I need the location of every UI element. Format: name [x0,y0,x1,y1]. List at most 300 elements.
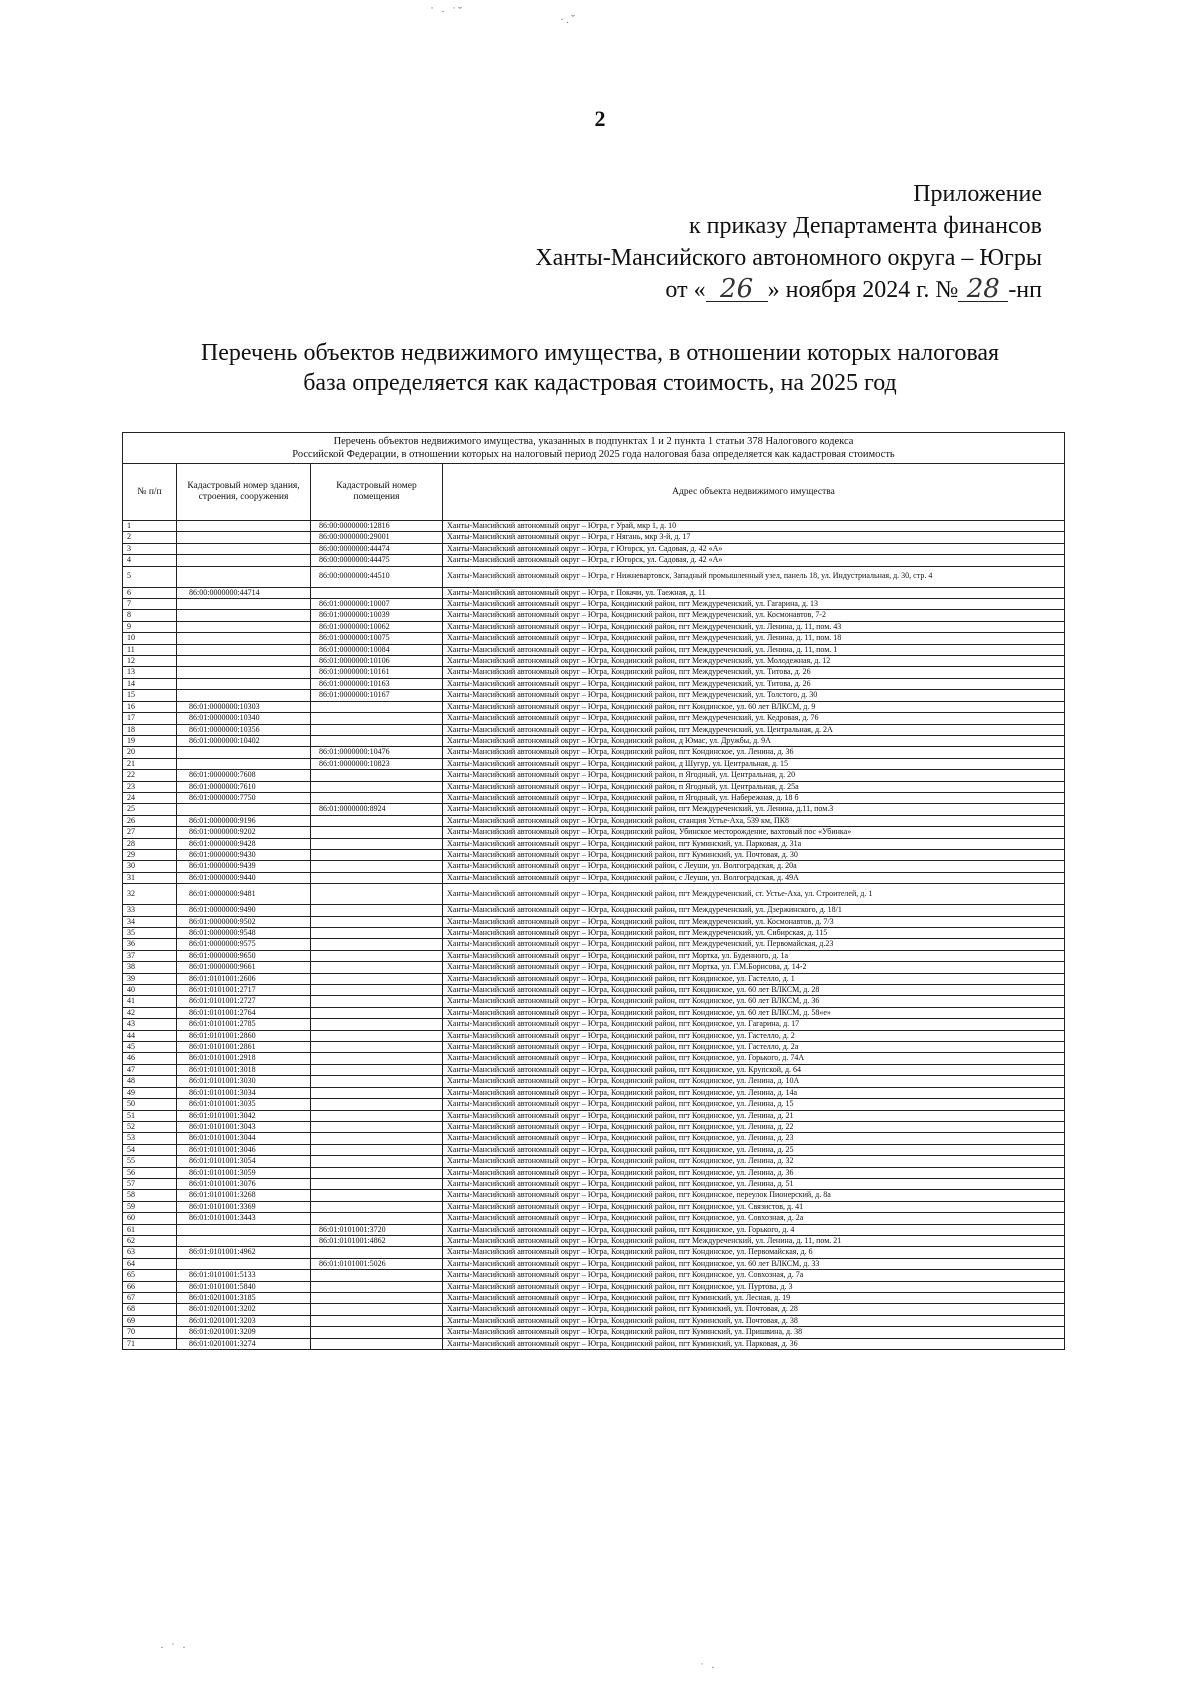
building-cadastral-number: 86:01:0201001:3209 [177,1327,311,1338]
row-number: 53 [123,1133,177,1144]
table-row [123,1019,1065,1030]
table-row [123,1327,1065,1338]
table-header-row [123,464,1065,521]
building-cadastral-number [177,599,311,610]
building-cadastral-number: 86:01:0101001:3076 [177,1178,311,1189]
page-number: 2 [594,106,606,131]
table-row [123,713,1065,724]
property-address: Ханты-Мансийский автономный округ – Югра, Кондинский район, пгт Куминский, ул. Почтовая, д. 38 [443,1315,1065,1326]
building-cadastral-number: 86:01:0101001:3044 [177,1133,311,1144]
table-row [123,916,1065,927]
property-address: Ханты-Мансийский автономный округ – Югра, Кондинский район, пгт Кондинское, ул. Ленина, д. 23 [443,1133,1065,1144]
row-number: 36 [123,939,177,950]
table-row [123,1042,1065,1053]
row-number: 29 [123,849,177,860]
table-row [123,724,1065,735]
building-cadastral-number: 86:01:0201001:3185 [177,1293,311,1304]
property-address: Ханты-Мансийский автономный округ – Югра, Кондинский район, пгт Междуреченский, ул. Центральная, д. 2А [443,724,1065,735]
room-cadastral-number [311,1087,443,1098]
row-number: 43 [123,1019,177,1030]
table-row [123,1304,1065,1315]
row-number: 54 [123,1144,177,1155]
property-address: Ханты-Мансийский автономный округ – Югра, Кондинский район, пгт Кондинское, ул. Совхозная, д. 2а [443,1213,1065,1224]
building-cadastral-number: 86:01:0101001:2785 [177,1019,311,1030]
room-cadastral-number [311,872,443,883]
building-cadastral-number [177,566,311,587]
property-address: Ханты-Мансийский автономный округ – Югра, Кондинский район, пгт Междуреченский, ул. Толстого, д. 30 [443,690,1065,701]
table-row [123,838,1065,849]
building-cadastral-number: 86:01:0000000:10303 [177,701,311,712]
room-cadastral-number [311,1327,443,1338]
table-row [123,1281,1065,1292]
table-row [123,621,1065,632]
property-address: Ханты-Мансийский автономный округ – Югра, Кондинский район, пгт Кондинское, ул. Горького, д. 4 [443,1224,1065,1235]
property-address: Ханты-Мансийский автономный округ – Югра, Кондинский район, пгт Кондинское, ул. Первомайская, д. 6 [443,1247,1065,1258]
row-number: 66 [123,1281,177,1292]
building-cadastral-number: 86:01:0000000:9428 [177,838,311,849]
table-caption-row [123,433,1065,464]
row-number: 47 [123,1064,177,1075]
property-address: Ханты-Мансийский автономный округ – Югра, Кондинский район, пгт Кондинское, ул. Ленина, д. 51 [443,1178,1065,1189]
row-number: 55 [123,1156,177,1167]
building-cadastral-number [177,747,311,758]
room-cadastral-number: 86:01:0000000:8924 [311,804,443,815]
building-cadastral-number: 86:01:0101001:4962 [177,1247,311,1258]
building-cadastral-number: 86:01:0201001:3203 [177,1315,311,1326]
room-cadastral-number [311,1293,443,1304]
table-row [123,1121,1065,1132]
building-cadastral-number: 86:01:0000000:9502 [177,916,311,927]
room-cadastral-number [311,985,443,996]
building-cadastral-number: 86:01:0000000:9575 [177,939,311,950]
room-cadastral-number: 86:00:0000000:44474 [311,543,443,554]
property-address: Ханты-Мансийский автономный округ – Югра, Кондинский район, пгт Мортка, ул. Г.М.Борисова, д. 14-2 [443,962,1065,973]
row-number: 38 [123,962,177,973]
room-cadastral-number: 86:00:0000000:44475 [311,555,443,566]
header-number: № п/п [123,464,177,521]
room-cadastral-number [311,1315,443,1326]
property-address: Ханты-Мансийский автономный округ – Югра, Кондинский район, пгт Кондинское, ул. Ленина, д. 22 [443,1121,1065,1132]
room-cadastral-number [311,827,443,838]
row-number: 51 [123,1110,177,1121]
appendix-region-line: Ханты-Мансийского автономного округа – Югры [535,245,1042,271]
room-cadastral-number [311,713,443,724]
row-number: 71 [123,1338,177,1349]
row-number: 32 [123,884,177,905]
property-address: Ханты-Мансийский автономный округ – Югра, Кондинский район, д Шугур, ул. Центральная, д. 15 [443,758,1065,769]
table-row [123,644,1065,655]
property-address: Ханты-Мансийский автономный округ – Югра, Кондинский район, пгт Междуреченский, ул. Дзержинского, д. 18/1 [443,905,1065,916]
table-row [123,884,1065,905]
row-number: 42 [123,1007,177,1018]
row-number: 31 [123,872,177,883]
building-cadastral-number: 86:01:0101001:3059 [177,1167,311,1178]
handwritten-day: 26 [706,277,768,302]
row-number: 1 [123,521,177,532]
room-cadastral-number [311,1338,443,1349]
row-number: 16 [123,701,177,712]
date-prefix: от « [665,277,706,303]
building-cadastral-number: 86:01:0101001:3268 [177,1190,311,1201]
row-number: 41 [123,996,177,1007]
table-row [123,610,1065,621]
row-number: 70 [123,1327,177,1338]
room-cadastral-number: 86:01:0000000:10163 [311,678,443,689]
room-cadastral-number [311,1019,443,1030]
property-address: Ханты-Мансийский автономный округ – Югра, Кондинский район, с Леуши, ул. Волгоградская, д. 20а [443,861,1065,872]
row-number: 34 [123,916,177,927]
building-cadastral-number: 86:01:0201001:3274 [177,1338,311,1349]
row-number: 8 [123,610,177,621]
row-number: 19 [123,735,177,746]
property-address: Ханты-Мансийский автономный округ – Югра, Кондинский район, пгт Междуреченский, ст. Устье-Аха, ул. Строителей, д. 1 [443,884,1065,905]
table-row [123,996,1065,1007]
property-table [122,432,1065,1350]
property-address: Ханты-Мансийский автономный округ – Югра, Кондинский район, пгт Кондинское, ул. Ленина, д. 25 [443,1144,1065,1155]
property-address: Ханты-Мансийский автономный округ – Югра, Кондинский район, пгт Междуреченский, ул. Ленина, д. 11, пом. 43 [443,621,1065,632]
row-number: 7 [123,599,177,610]
table-row [123,939,1065,950]
building-cadastral-number [177,804,311,815]
table-row [123,905,1065,916]
row-number: 27 [123,827,177,838]
room-cadastral-number [311,1076,443,1087]
building-cadastral-number: 86:01:0101001:3018 [177,1064,311,1075]
building-cadastral-number [177,1235,311,1246]
handwritten-number: 28 [958,277,1008,302]
property-address: Ханты-Мансийский автономный округ – Югра, Кондинский район, пгт Кондинское, ул. Пуртова, д. 3 [443,1281,1065,1292]
row-number: 56 [123,1167,177,1178]
building-cadastral-number: 86:01:0101001:2860 [177,1030,311,1041]
table-row [123,815,1065,826]
building-cadastral-number: 86:01:0101001:2764 [177,1007,311,1018]
room-cadastral-number [311,939,443,950]
table-row [123,1213,1065,1224]
property-address: Ханты-Мансийский автономный округ – Югра, Кондинский район, пгт Междуреченский, ул. Ленина, д. 11, пом. 21 [443,1235,1065,1246]
building-cadastral-number [177,543,311,554]
room-cadastral-number [311,973,443,984]
table-row [123,1133,1065,1144]
room-cadastral-number [311,849,443,860]
table-row [123,587,1065,598]
row-number: 62 [123,1235,177,1246]
building-cadastral-number [177,521,311,532]
table-row [123,827,1065,838]
row-number: 15 [123,690,177,701]
building-cadastral-number: 86:01:0000000:10356 [177,724,311,735]
property-address: Ханты-Мансийский автономный округ – Югра, Кондинский район, пгт Междуреченский, ул. Космонавтов, д. 7/3 [443,916,1065,927]
property-address: Ханты-Мансийский автономный округ – Югра, Кондинский район, пгт Кондинское, ул. 60 лет ВЛКСМ, д. 36 [443,996,1065,1007]
building-cadastral-number: 86:01:0000000:7750 [177,792,311,803]
building-cadastral-number: 86:01:0101001:3034 [177,1087,311,1098]
room-cadastral-number [311,1133,443,1144]
scan-noise-top: ˙ · ˙ˇ [430,4,464,18]
row-number: 10 [123,633,177,644]
table-row [123,849,1065,860]
building-cadastral-number [177,633,311,644]
room-cadastral-number [311,916,443,927]
room-cadastral-number [311,781,443,792]
room-cadastral-number [311,1007,443,1018]
header-room-cadastral: Кадастровый номер помещения [311,464,443,521]
room-cadastral-number [311,587,443,598]
row-number: 22 [123,770,177,781]
property-address: Ханты-Мансийский автономный округ – Югра, г Югорск, ул. Садовая, д. 42 «А» [443,555,1065,566]
table-row [123,555,1065,566]
table-row [123,667,1065,678]
room-cadastral-number: 86:00:0000000:12816 [311,521,443,532]
header-building-cadastral: Кадастровый номер здания, строения, сооружения [177,464,311,521]
building-cadastral-number: 86:00:0000000:44714 [177,587,311,598]
row-number: 35 [123,928,177,939]
row-number: 46 [123,1053,177,1064]
building-cadastral-number [177,656,311,667]
building-cadastral-number: 86:01:0000000:9430 [177,849,311,860]
table-row [123,1076,1065,1087]
row-number: 6 [123,587,177,598]
room-cadastral-number [311,1053,443,1064]
room-cadastral-number [311,950,443,961]
table-row [123,633,1065,644]
property-address: Ханты-Мансийский автономный округ – Югра, Кондинский район, пгт Междуреченский, ул. Ленина, д. 11, пом. 18 [443,633,1065,644]
header-address: Адрес объекта недвижимого имущества [443,464,1065,521]
room-cadastral-number [311,928,443,939]
property-address: Ханты-Мансийский автономный округ – Югра, Кондинский район, пгт Кондинское, ул. Ленина, д. 36 [443,1167,1065,1178]
building-cadastral-number: 86:01:0000000:9490 [177,905,311,916]
building-cadastral-number [177,1258,311,1269]
row-number: 20 [123,747,177,758]
property-address: Ханты-Мансийский автономный округ – Югра, Кондинский район, пгт Мортка, ул. Буденного, д. 1а [443,950,1065,961]
room-cadastral-number [311,815,443,826]
building-cadastral-number: 86:01:0101001:3035 [177,1099,311,1110]
room-cadastral-number: 86:01:0101001:4862 [311,1235,443,1246]
row-number: 50 [123,1099,177,1110]
table-row [123,962,1065,973]
table-row [123,701,1065,712]
building-cadastral-number: 86:01:0101001:5840 [177,1281,311,1292]
building-cadastral-number: 86:01:0000000:7610 [177,781,311,792]
row-number: 17 [123,713,177,724]
table-row [123,861,1065,872]
building-cadastral-number: 86:01:0000000:9548 [177,928,311,939]
property-address: Ханты-Мансийский автономный округ – Югра, Кондинский район, п Ягодный, ул. Набережная, д. 18 б [443,792,1065,803]
property-address: Ханты-Мансийский автономный округ – Югра, Кондинский район, пгт Кондинское, ул. Ленина, д. 32 [443,1156,1065,1167]
table-row [123,1110,1065,1121]
room-cadastral-number [311,1030,443,1041]
table-row [123,532,1065,543]
table-row [123,1087,1065,1098]
building-cadastral-number: 86:01:0101001:3042 [177,1110,311,1121]
room-cadastral-number [311,735,443,746]
row-number: 25 [123,804,177,815]
table-caption [123,433,1065,464]
property-address: Ханты-Мансийский автономный округ – Югра, Кондинский район, пгт Междуреченский, ул. Ленина, д.11, пом.3 [443,804,1065,815]
table-row [123,792,1065,803]
property-address: Ханты-Мансийский автономный округ – Югра, г Урай, мкр 1, д. 10 [443,521,1065,532]
property-address: Ханты-Мансийский автономный округ – Югра, Кондинский район, пгт Междуреченский, ул. Титова, д. 26 [443,667,1065,678]
building-cadastral-number [177,1224,311,1235]
building-cadastral-number [177,667,311,678]
table-row [123,1099,1065,1110]
row-number: 4 [123,555,177,566]
building-cadastral-number [177,532,311,543]
room-cadastral-number [311,770,443,781]
table-row [123,872,1065,883]
property-address: Ханты-Мансийский автономный округ – Югра, г Югорск, ул. Садовая, д. 42 «А» [443,543,1065,554]
building-cadastral-number [177,758,311,769]
row-number: 61 [123,1224,177,1235]
row-number: 9 [123,621,177,632]
building-cadastral-number: 86:01:0000000:9196 [177,815,311,826]
row-number: 3 [123,543,177,554]
property-address: Ханты-Мансийский автономный округ – Югра, Кондинский район, пгт Кондинское, ул. Ленина, д. 10А [443,1076,1065,1087]
table-row [123,678,1065,689]
appendix-order-line: к приказу Департамента финансов [688,213,1042,239]
table-row [123,758,1065,769]
room-cadastral-number [311,1178,443,1189]
row-number: 30 [123,861,177,872]
building-cadastral-number: 86:01:0000000:10402 [177,735,311,746]
property-address: Ханты-Мансийский автономный округ – Югра, Кондинский район, п Ягодный, ул. Центральная, д. 25а [443,781,1065,792]
date-middle: » ноября 2024 г. № [767,277,959,303]
room-cadastral-number [311,884,443,905]
table-row [123,1030,1065,1041]
property-address: Ханты-Мансийский автономный округ – Югра, Кондинский район, пгт Кондинское, ул. 60 лет ВЛКСМ, д. 33 [443,1258,1065,1269]
building-cadastral-number: 86:01:0101001:3443 [177,1213,311,1224]
row-number: 5 [123,566,177,587]
building-cadastral-number: 86:01:0201001:3202 [177,1304,311,1315]
room-cadastral-number [311,1190,443,1201]
building-cadastral-number: 86:01:0101001:2727 [177,996,311,1007]
room-cadastral-number: 86:01:0000000:10823 [311,758,443,769]
table-row [123,1247,1065,1258]
table-row [123,1338,1065,1349]
table-row [123,599,1065,610]
building-cadastral-number [177,644,311,655]
row-number: 60 [123,1213,177,1224]
property-address: Ханты-Мансийский автономный округ – Югра, Кондинский район, Убинское месторождение, вахтовый пос «Убинка» [443,827,1065,838]
row-number: 18 [123,724,177,735]
property-address: Ханты-Мансийский автономный округ – Югра, Кондинский район, п Ягодный, ул. Центральная, д. 20 [443,770,1065,781]
room-cadastral-number [311,1064,443,1075]
property-address: Ханты-Мансийский автономный округ – Югра, Кондинский район, пгт Междуреченский, ул. Гагарина, д. 13 [443,599,1065,610]
table-row [123,928,1065,939]
room-cadastral-number [311,1121,443,1132]
building-cadastral-number: 86:01:0101001:2717 [177,985,311,996]
row-number: 63 [123,1247,177,1258]
row-number: 58 [123,1190,177,1201]
room-cadastral-number: 86:01:0000000:10106 [311,656,443,667]
property-address: Ханты-Мансийский автономный округ – Югра, Кондинский район, с Леуши, ул. Волгоградская, д. 49А [443,872,1065,883]
table-row [123,1293,1065,1304]
property-address: Ханты-Мансийский автономный округ – Югра, Кондинский район, д Юмас, ул. Дружбы, д. 9А [443,735,1065,746]
room-cadastral-number: 86:01:0000000:10161 [311,667,443,678]
table-row [123,985,1065,996]
property-address: Ханты-Мансийский автономный округ – Югра, Кондинский район, пгт Кондинское, переулок Пионерский, д. 8а [443,1190,1065,1201]
table-row [123,521,1065,532]
row-number: 52 [123,1121,177,1132]
row-number: 33 [123,905,177,916]
appendix-date-line [535,274,1042,306]
row-number: 57 [123,1178,177,1189]
property-address: Ханты-Мансийский автономный округ – Югра, Кондинский район, пгт Междуреченский, ул. Ленина, д. 11, пом. 1 [443,644,1065,655]
property-address: Ханты-Мансийский автономный округ – Югра, Кондинский район, пгт Кондинское, ул. Горького, д. 74А [443,1053,1065,1064]
building-cadastral-number: 86:01:0000000:7608 [177,770,311,781]
table-row [123,735,1065,746]
room-cadastral-number [311,1201,443,1212]
room-cadastral-number [311,1156,443,1167]
table-body [123,521,1065,1350]
row-number: 11 [123,644,177,655]
table-row [123,566,1065,587]
table-row [123,1258,1065,1269]
room-cadastral-number [311,1110,443,1121]
property-address: Ханты-Мансийский автономный округ – Югра, Кондинский район, пгт Кондинское, ул. Ленина, д. 21 [443,1110,1065,1121]
table-caption-line-2: Российской Федерации, в отношении которых на налоговый период 2025 года налоговая база определяется как кадастровая стоимость [292,449,895,460]
building-cadastral-number: 86:01:0101001:3043 [177,1121,311,1132]
document-title-line-1: Перечень объектов недвижимого имущества, в отношении которых налоговая [200,340,1000,366]
table-row [123,543,1065,554]
building-cadastral-number: 86:01:0000000:10340 [177,713,311,724]
room-cadastral-number [311,701,443,712]
appendix-block [535,178,1042,306]
property-address: Ханты-Мансийский автономный округ – Югра, Кондинский район, пгт Куминский, ул. Лесная, д. 19 [443,1293,1065,1304]
table-row [123,1156,1065,1167]
building-cadastral-number: 86:01:0101001:2606 [177,973,311,984]
table-row [123,690,1065,701]
property-table-container [122,432,1064,1350]
property-address: Ханты-Мансийский автономный округ – Югра, Кондинский район, пгт Куминский, ул. Парковая, д. 31а [443,838,1065,849]
table-row [123,1235,1065,1246]
room-cadastral-number [311,996,443,1007]
room-cadastral-number [311,724,443,735]
table-row [123,1315,1065,1326]
building-cadastral-number [177,621,311,632]
room-cadastral-number [311,861,443,872]
building-cadastral-number: 86:01:0000000:9661 [177,962,311,973]
property-address: Ханты-Мансийский автономный округ – Югра, г Нягань, мкр 3-й, д. 17 [443,532,1065,543]
property-address: Ханты-Мансийский автономный округ – Югра, Кондинский район, пгт Куминский, ул. Почтовая, д. 30 [443,849,1065,860]
table-row [123,1190,1065,1201]
building-cadastral-number: 86:01:0000000:9439 [177,861,311,872]
table-row [123,1270,1065,1281]
building-cadastral-number [177,555,311,566]
row-number: 2 [123,532,177,543]
property-address: Ханты-Мансийский автономный округ – Югра, Кондинский район, пгт Кондинское, ул. 60 лет ВЛКСМ, д. 28 [443,985,1065,996]
room-cadastral-number: 86:01:0000000:10167 [311,690,443,701]
document-title [0,338,1200,398]
building-cadastral-number [177,610,311,621]
row-number: 68 [123,1304,177,1315]
property-address: Ханты-Мансийский автономный округ – Югра, г Покачи, ул. Таежная, д. 11 [443,587,1065,598]
property-address: Ханты-Мансийский автономный округ – Югра, г Нижневартовск, Западный промышленный узел, панель 18, ул. Индустриальная, д. 30, стр. 4 [443,566,1065,587]
table-row [123,1053,1065,1064]
room-cadastral-number [311,905,443,916]
table-row [123,1167,1065,1178]
building-cadastral-number [177,678,311,689]
property-address: Ханты-Мансийский автономный округ – Югра, Кондинский район, пгт Междуреченский, ул. Кедровая, д. 76 [443,713,1065,724]
property-address: Ханты-Мансийский автономный округ – Югра, Кондинский район, пгт Кондинское, ул. Связистов, д. 41 [443,1201,1065,1212]
room-cadastral-number [311,1270,443,1281]
property-address: Ханты-Мансийский автономный округ – Югра, Кондинский район, пгт Куминский, ул. Парковая, д. 36 [443,1338,1065,1349]
property-address: Ханты-Мансийский автономный округ – Югра, Кондинский район, пгт Междуреченский, ул. Сибирская, д. 115 [443,928,1065,939]
room-cadastral-number: 86:01:0101001:5026 [311,1258,443,1269]
property-address: Ханты-Мансийский автономный округ – Югра, Кондинский район, пгт Кондинское, ул. Гастелло, д. 2а [443,1042,1065,1053]
building-cadastral-number: 86:01:0101001:3046 [177,1144,311,1155]
table-caption-line-1: Перечень объектов недвижимого имущества, указанных в подпунктах 1 и 2 пункта 1 статьи 378 Налогового кодекса [333,436,854,447]
row-number: 59 [123,1201,177,1212]
table-row [123,1007,1065,1018]
